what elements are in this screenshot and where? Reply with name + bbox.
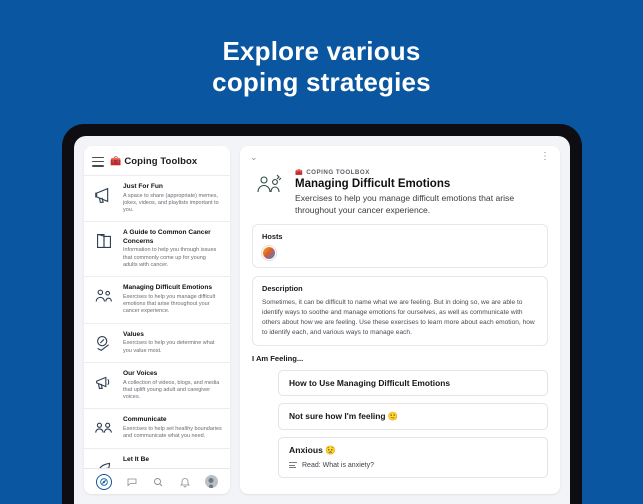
list-item-desc: Information to help you through issues that commonly come up for young adults with cancer. (123, 247, 217, 268)
group-icon (92, 416, 116, 440)
list-item-title: Our Voices (123, 369, 158, 377)
detail-panel (240, 146, 560, 494)
list-item-title: Just For Fun (123, 183, 163, 190)
toolbox-list (84, 175, 230, 494)
accordion-row[interactable] (289, 462, 537, 469)
speaker-icon (92, 370, 116, 394)
page-subtitle: Exercises to help you manage difficult emotions that arise throughout your cancer experience. (295, 193, 515, 215)
avatar[interactable] (262, 246, 276, 260)
breadcrumb-label: COPING TOOLBOX (306, 168, 370, 176)
promo-headline-line1: Explore various (222, 36, 421, 66)
chevron-down-icon[interactable]: ⌄ (250, 151, 258, 162)
list-item-desc: Exercises to help you determine what you value most. (123, 340, 215, 354)
coping-toolbox-panel (84, 146, 230, 494)
description-label: Description (262, 284, 303, 294)
list-item-desc: Exercises to help you manage difficult emotions that arise throughout your cancer experience. (123, 293, 216, 315)
page-title: Managing Difficult Emotions (295, 178, 451, 190)
tablet-screen (74, 136, 570, 504)
description-text: Sometimes, it can be difficult to name what we are feeling. But in doing so, we are able to identify ways to soothe and manage emotions for ourselves, as well as communicate with others about how we are feeling. Use these exercises to learn more about each emotion, how to identify each, and various ways to manage each. (262, 299, 535, 337)
detail-body (240, 162, 560, 494)
book-icon (92, 229, 116, 253)
hosts-card (252, 224, 548, 268)
bottom-tab-bar (84, 468, 230, 494)
list-item[interactable] (84, 323, 230, 362)
accordion-title: Anxious 😟 (289, 444, 336, 455)
promo-headline (0, 0, 643, 97)
kebab-menu-icon[interactable]: ⋮ (540, 151, 550, 162)
hamburger-icon[interactable] (92, 157, 104, 167)
people-icon (92, 284, 116, 308)
list-item[interactable] (84, 175, 230, 221)
detail-hero (252, 164, 548, 224)
list-item-title: Communicate (123, 416, 167, 424)
list-item[interactable] (84, 276, 230, 322)
list-item-title: Values (123, 330, 144, 338)
list-item[interactable] (84, 408, 230, 447)
hosts-label: Hosts (262, 232, 283, 242)
list-item[interactable] (84, 362, 230, 408)
left-panel-title (110, 156, 197, 167)
accordion-row-label: Read: What is anxiety? (302, 461, 374, 469)
list-item[interactable]: Not sure how I'm feeling 🙂 (278, 403, 548, 430)
list-item-desc: A space to share (appropriate) memes, jokes, videos, and playlists important to you. (123, 192, 219, 214)
list-item-title: Managing Difficult Emotions (123, 284, 213, 292)
compass-icon (92, 331, 116, 355)
people-illustration-icon (252, 168, 286, 202)
detail-topbar (240, 146, 560, 162)
list-item[interactable]: How to Use Managing Difficult Emotions (278, 370, 548, 396)
list-item-desc: A collection of videos, blogs, and media that uplift young adult and caregiver voices. (123, 379, 220, 401)
toolbox-emoji-icon: 🧰 (295, 169, 304, 176)
list-item[interactable] (84, 221, 230, 276)
list-item-desc: Exercises to help set healthy boundaries and communicate what you need. (123, 426, 222, 440)
breadcrumb (295, 168, 548, 176)
list-item-title: Let It Be (123, 455, 150, 463)
tablet-frame (62, 124, 582, 504)
description-card (252, 276, 548, 346)
toolbox-emoji-icon: 🧰 (110, 156, 122, 166)
accordion-anxious[interactable] (278, 437, 548, 478)
megaphone-icon (92, 183, 116, 207)
section-title: I Am Feeling... (252, 353, 304, 363)
list-item-title: A Guide to Common Cancer Concerns (123, 229, 211, 245)
left-panel-header (84, 146, 230, 175)
text-lines-icon (289, 462, 297, 468)
left-panel-title-text: Coping Toolbox (124, 156, 198, 167)
promo-headline-line2: coping strategies (212, 66, 431, 97)
